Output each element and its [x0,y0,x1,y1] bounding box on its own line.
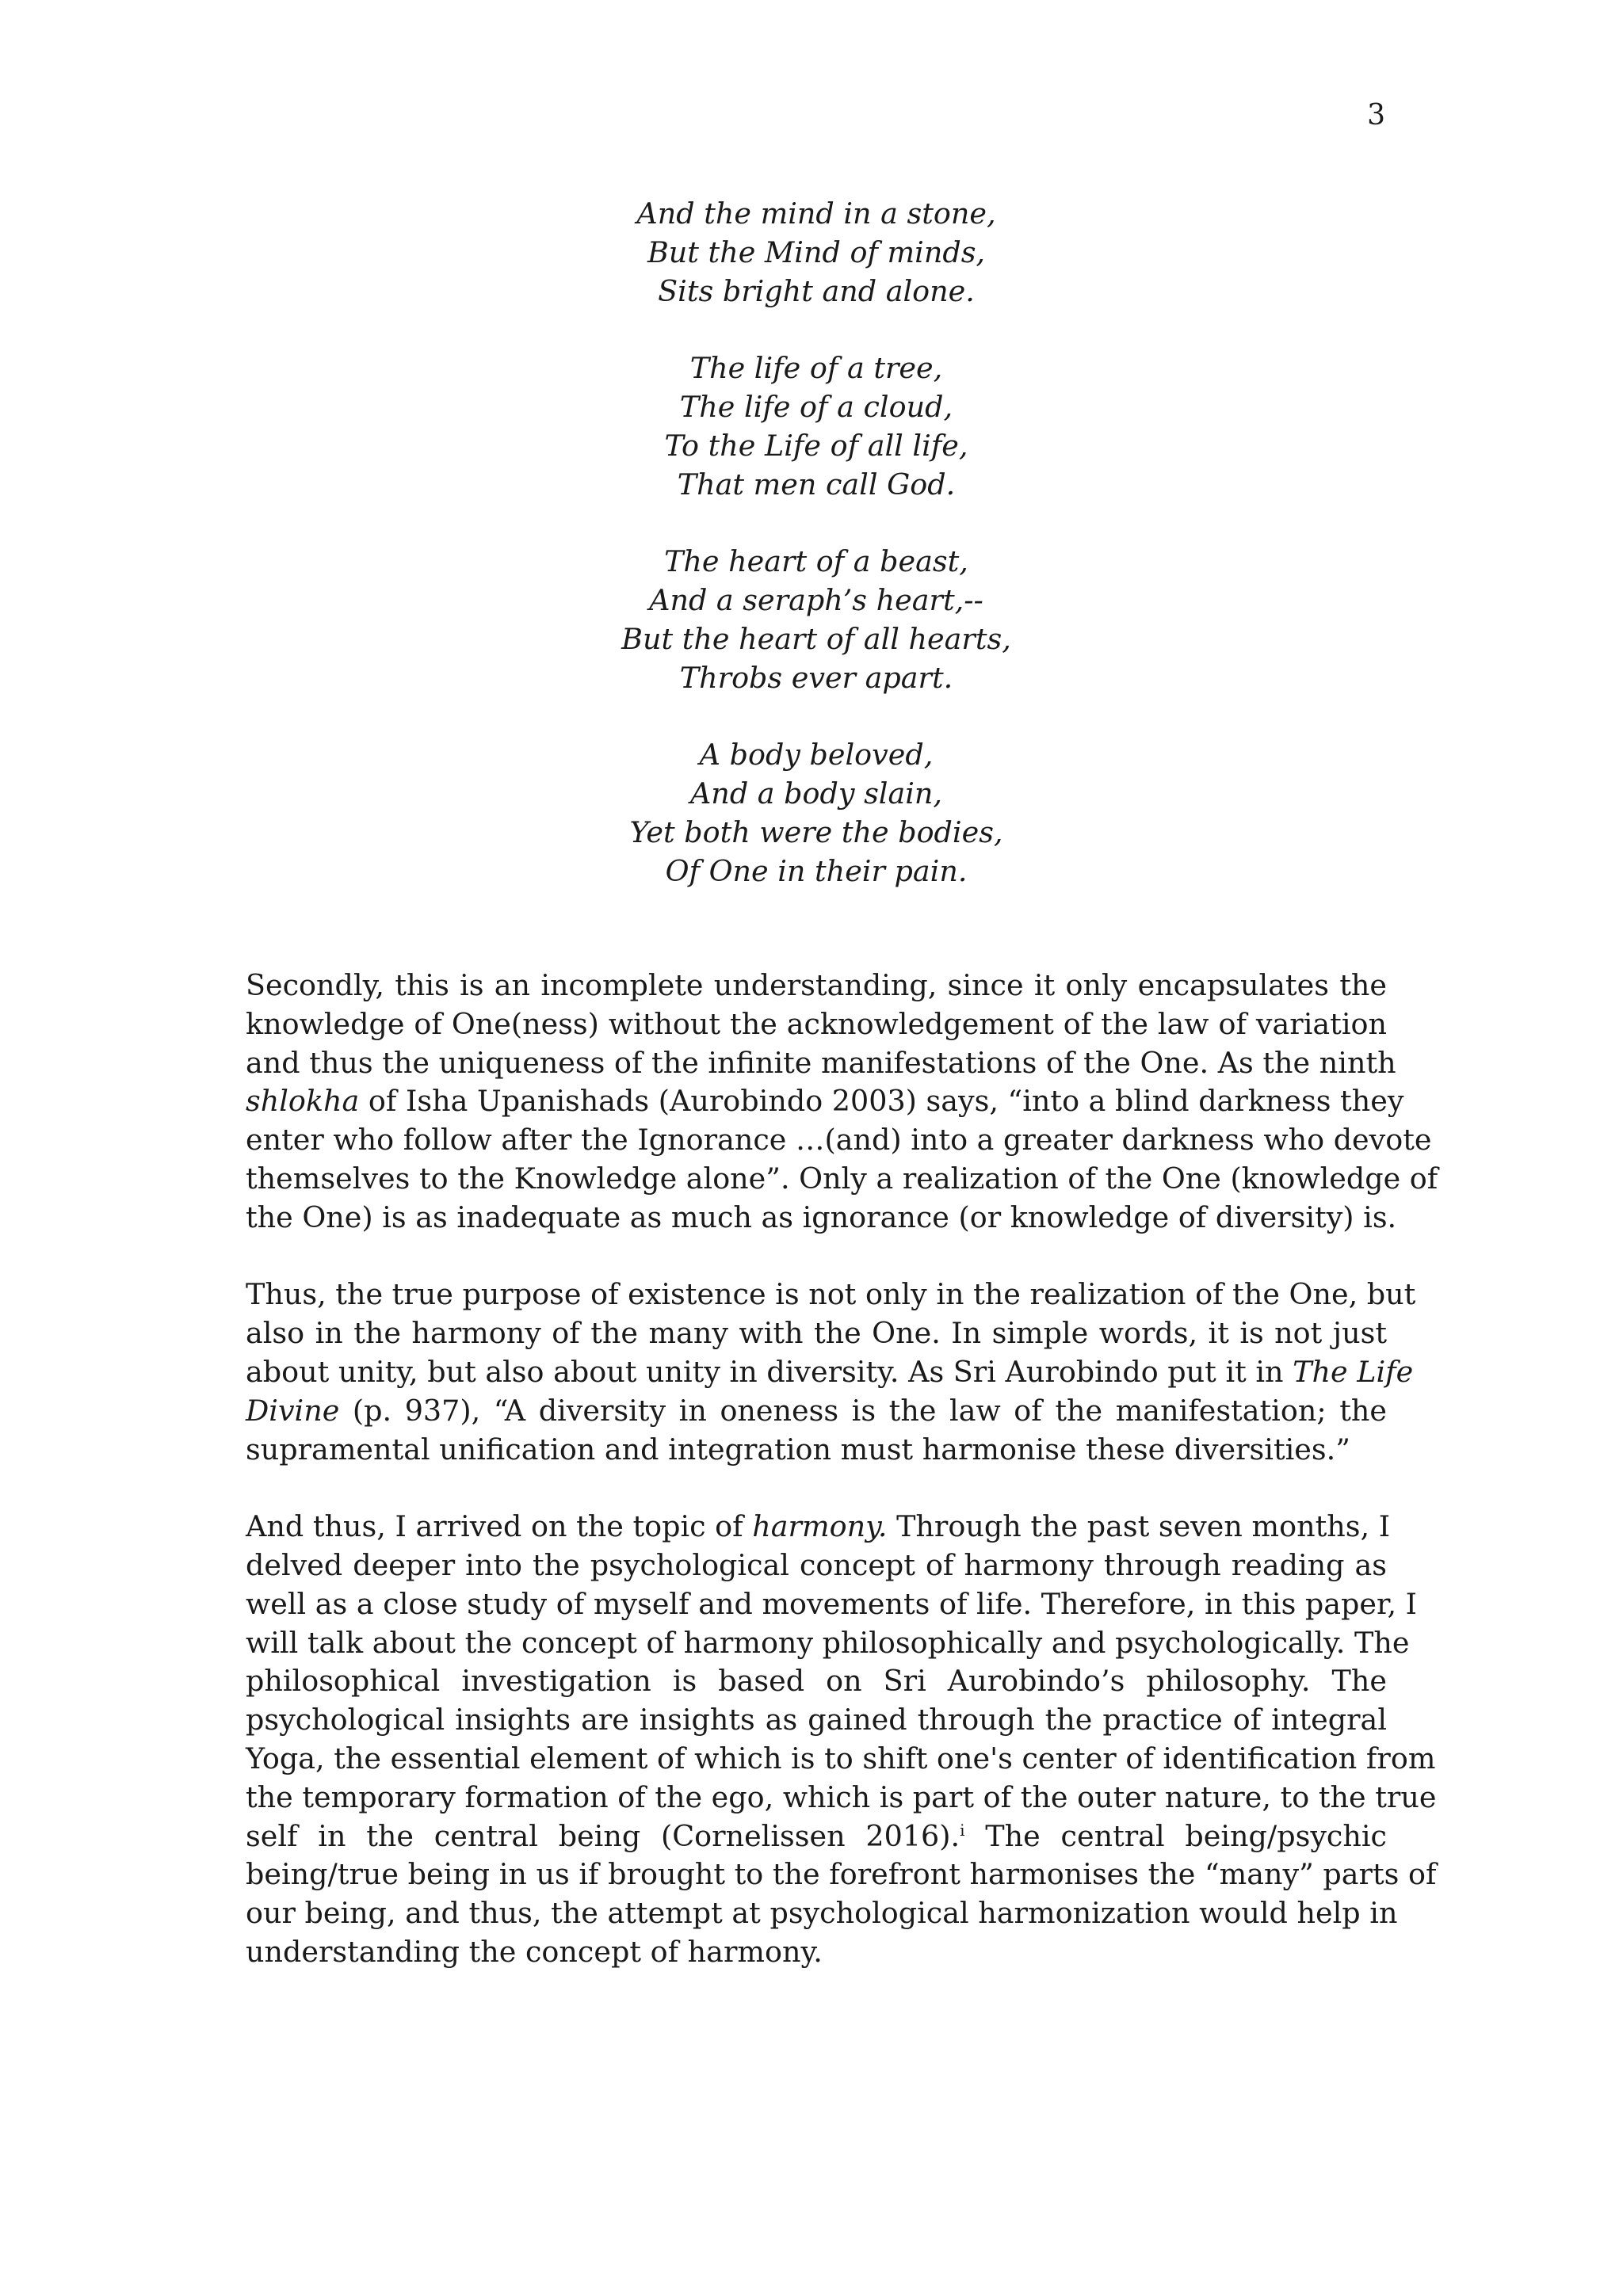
italic-term: shlokha [246,1084,360,1119]
paragraph-harmony [246,1508,1437,1972]
text-line: well as a close study of myself and movements of life. Therefore, in this paper, I [246,1586,1418,1621]
text-run: of Isha Upanishads (Aurobindo 2003) says, “into a blind darkness they [359,1084,1404,1119]
text-line: also in the harmony of the many with the One. In simple words, it is not just [246,1316,1387,1351]
text-line: psychological insights are insights as gained through the practice of integral [246,1703,1387,1737]
text-line [246,1082,1404,1121]
poem-line: The heart of a beast, [664,544,968,579]
poem-line: And a seraph’s heart,-- [649,582,983,617]
text-run: self in the central being (Cornelissen 2016). [246,1818,960,1853]
poem-line: Sits bright and alone. [658,273,975,308]
endnote-marker[interactable]: i [960,1820,965,1840]
text-run: The central being/psychic [964,1818,1387,1853]
text-line [246,1353,1414,1392]
poem-line: And the mind in a stone, [636,196,996,231]
text-line: themselves to the Knowledge alone”. Only a realization of the One (knowledge of [246,1161,1438,1196]
text-run: And thus, I arrived on the topic of [246,1509,753,1544]
poem-stanza [246,349,1387,504]
italic-title: The Life [1293,1354,1414,1389]
text-line: knowledge of One(ness) without the acknowledgement of the law of variation [246,1006,1387,1041]
poem-line: A body beloved, [699,738,934,772]
body-text [246,967,1438,1972]
italic-term: harmony. [752,1509,888,1544]
text-line: our being, and thus, the attempt at psychological harmonization would help in [246,1896,1398,1931]
text-line: the One) is as inadequate as much as ignorance (or knowledge of diversity) is. [246,1199,1397,1234]
poem-stanza [246,543,1387,697]
poem-line: But the Mind of minds, [647,235,986,269]
text-run: Through the past seven months, I [887,1509,1391,1544]
paragraph-thus [246,1276,1416,1469]
text-line: understanding the concept of harmony. [246,1934,823,1969]
poem [246,195,1387,891]
text-line: enter who follow after the Ignorance …(and) into a greater darkness who devote [246,1123,1432,1158]
text-line: supramental unification and integration must harmonise these diversities.” [246,1432,1350,1466]
text-line: philosophical investigation is based on Sri Aurobindo’s philosophy. The [246,1664,1387,1699]
text-line: Yoga, the essential element of which is to shift one's center of identification from [246,1741,1436,1775]
text-line: being/true being in us if brought to the forefront harmonises the “many” parts of [246,1857,1437,1892]
text-line: Thus, the true purpose of existence is not only in the realization of the One, but [246,1277,1416,1312]
poem-stanza [246,195,1387,311]
poem-line: The life of a tree, [689,351,943,386]
text-line: and thus the uniqueness of the infinite manifestations of the One. As the ninth [246,1045,1396,1080]
page-number: 3 [1367,99,1385,132]
text-line: Secondly, this is an incomplete understanding, since it only encapsulates the [246,968,1387,1002]
poem-line: That men call God. [677,467,956,502]
poem-line: Throbs ever apart. [679,660,953,695]
poem-line: But the heart of all hearts, [621,621,1011,656]
poem-line: Of One in their pain. [665,853,968,888]
paragraph-secondly [246,967,1438,1238]
poem-line: To the Life of all life, [664,428,968,463]
text-run: about unity, but also about unity in diversity. As Sri Aurobindo put it in [246,1354,1293,1389]
text-line [246,1392,1387,1431]
text-line: will talk about the concept of harmony philosophically and psychologically. The [246,1625,1410,1660]
text-line [246,1817,1387,1856]
poem-line: And a body slain, [689,776,943,810]
poem-line: Yet both were the bodies, [629,814,1003,849]
text-line: delved deeper into the psychological concept of harmony through reading as [246,1547,1387,1582]
poem-stanza [246,736,1387,891]
text-run: (p. 937), “A diversity in oneness is the law of the manifestation; the [339,1393,1387,1428]
poem-line: The life of a cloud, [679,389,953,424]
italic-title: Divine [246,1393,340,1428]
text-line: the temporary formation of the ego, which is part of the outer nature, to the true [246,1779,1437,1814]
text-line [246,1508,1391,1547]
